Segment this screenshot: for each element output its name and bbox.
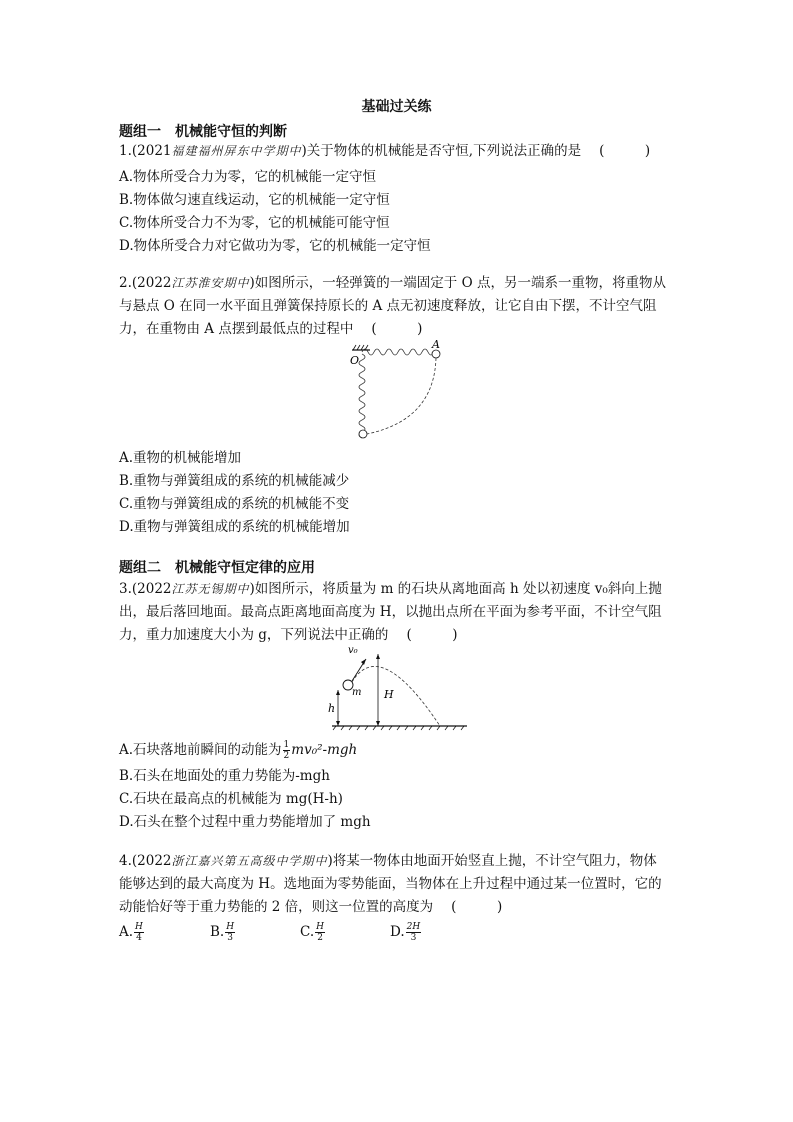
page-title: 基础过关练 [361,99,432,115]
q3-frac-den: 2 [283,751,290,761]
q2-label-o: O [350,354,360,367]
q4-option-c-num: H [316,922,324,932]
q1-answer-paren: ( ) [599,143,651,159]
q3-option-a [119,738,357,761]
q4-option-a-den: 4 [136,933,142,943]
q2-option-d: D.重物与弹簧组成的系统的机械能增加 [119,519,350,535]
q4-option-a-num: H [135,922,143,932]
q3-stem-line2: 出，最后落回地面。最高点距离地面高度为 H，以抛出点所在平面为参考平面，不计空气阻 [119,604,662,620]
q3-option-a-prefix: A.石块落地前瞬间的动能为 [119,742,282,758]
q2-label-a: A [432,340,440,351]
q4-option-d [390,922,422,943]
q3-frac-num: 1 [283,740,290,750]
q2-stem-line3 [119,320,422,338]
q4-option-b-letter: B. [210,924,225,940]
q4-option-c-den: 2 [317,933,323,943]
q3-option-a-suffix: mv₀²-mgh [291,742,358,758]
q3-label-h: h [328,702,336,715]
q1-stem-text: )关于物体的机械能是否守恒,下列说法正确的是 [301,143,582,159]
q4-option-b-den: 3 [227,933,234,943]
q4-number: 4.(2022 [119,853,172,869]
q4-option-c-letter: C. [300,924,315,940]
q4-stem-text3: 动能恰好等于重力势能的 2 倍，则这一位置的高度为 [119,899,434,915]
q3-label-m: m [352,687,362,698]
q2-answer-paren: ( ) [371,321,423,337]
q3-number: 3.(2022 [119,581,172,597]
q1-option-a: A.物体所受合力为零，它的机械能一定守恒 [119,169,377,185]
q3-label-H: H [384,688,394,701]
q3-label-v0: v₀ [348,645,358,656]
q4-option-d-letter: D. [390,924,405,940]
q3-stem-text1: )如图所示，将质量为 m 的石块从离地面高 h 处以初速度 v₀斜向上抛 [249,581,662,597]
q4-option-d-den: 3 [410,933,417,943]
q1-stem [119,142,650,160]
q4-option-b [210,922,236,943]
q1-option-d: D.物体所受合力对它做功为零，它的机械能一定守恒 [119,238,431,254]
q2-option-c: C.重物与弹簧组成的系统的机械能不变 [119,496,350,512]
group1-title: 题组一 机械能守恒的判断 [119,124,287,140]
q1-number: 1.(2021 [119,143,172,159]
q3-option-b: B.石头在地面处的重力势能为-mgh [119,768,330,784]
q4-option-a-letter: A. [119,924,134,940]
q3-answer-paren: ( ) [406,627,458,643]
q2-source: 江苏淮安期中 [171,276,250,290]
q1-source: 福建福州屏东中学期中 [171,144,302,158]
q4-option-c [300,922,326,943]
q3-option-a-fraction [283,740,291,761]
group2-title: 题组二 机械能守恒定律的应用 [119,560,315,576]
q2-spring-figure [348,340,448,445]
q4-option-a [119,922,145,943]
q4-answer-paren: ( ) [451,899,503,915]
q3-stem-text3: 力，重力加速度大小为 g，下列说法中正确的 [119,627,389,643]
q2-number: 2.(2022 [119,275,172,291]
q3-option-d: D.石头在整个过程中重力势能增加了 mgh [119,814,371,830]
q2-option-b: B.重物与弹簧组成的系统的机械能减少 [119,473,350,489]
q4-option-d-num: 2H [406,922,421,932]
q1-option-b: B.物体做匀速直线运动，它的机械能一定守恒 [119,192,390,208]
q2-stem-text3: 力，在重物由 A 点摆到最低点的过程中 [119,321,354,337]
q2-stem-line2: 与悬点 O 在同一水平面且弹簧保持原长的 A 点无初速度释放，让它自由下摆，不计空气阻 [119,298,657,314]
q2-stem-line1 [119,274,666,292]
q4-stem-line2: 能够达到的最大高度为 H。选地面为零势能面，当物体在上升过程中通过某一位置时，它的 [119,876,662,892]
q4-option-b-num: H [226,922,235,932]
q4-stem-line3 [119,898,502,916]
q4-source: 浙江嘉兴第五高级中学期中 [171,854,328,868]
q3-stem-line1 [119,580,662,598]
q2-option-a: A.重物的机械能增加 [119,450,242,466]
q2-stem-text1: )如图所示，一轻弹簧的一端固定于 O 点，另一端系一重物，将重物从 [249,275,666,291]
q3-projectile-figure [322,642,472,732]
q4-stem-text1: )将某一物体由地面开始竖直上抛，不计空气阻力，物体 [327,853,657,869]
q3-source: 江苏无锡期中 [171,582,250,596]
q4-stem-line1 [119,852,657,870]
q3-option-c: C.石块在最高点的机械能为 mg(H-h) [119,791,343,807]
q1-option-c: C.物体所受合力不为零，它的机械能可能守恒 [119,215,390,231]
